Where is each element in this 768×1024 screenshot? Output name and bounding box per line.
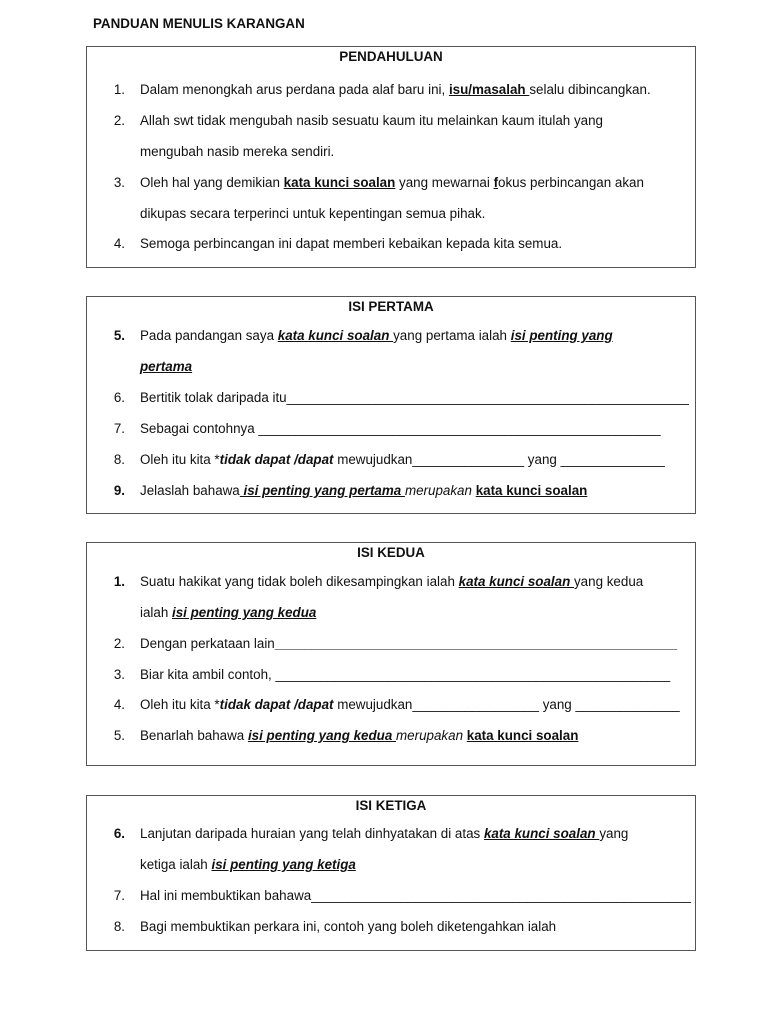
item-text: Sebagai contohnya ______________________________________________________	[140, 421, 661, 436]
item-number: 3.	[113, 667, 125, 682]
item-text: Allah swt tidak mengubah nasib sesuatu kaum itu melainkan kaum itulah yang	[140, 113, 603, 128]
section-heading: PENDAHULUAN	[339, 49, 443, 64]
item-text: Dalam menongkah arus perdana pada alaf baru ini, isu/masalah selalu dibincangkan.	[140, 82, 651, 97]
item-text: Hal ini membuktikan bahawa___________________________________________________	[140, 888, 691, 903]
item-number: 5.	[113, 728, 125, 743]
section-pendahuluan	[86, 46, 696, 268]
item-text: Benarlah bahawa isi penting yang kedua merupakan kata kunci soalan	[140, 728, 579, 743]
item-text: Lanjutan daripada huraian yang telah dinhyatakan di atas kata kunci soalan yang	[140, 826, 629, 841]
item-number: 6.	[113, 390, 125, 405]
item-number: 6.	[113, 826, 125, 841]
item-text: Bagi membuktikan perkara ini, contoh yang boleh diketengahkan ialah	[140, 919, 557, 934]
section-isi-kedua	[86, 542, 696, 766]
item-text: Suatu hakikat yang tidak boleh dikesampingkan ialah kata kunci soalan yang kedua	[140, 574, 644, 589]
item-text: mengubah nasib mereka sendiri.	[140, 144, 335, 159]
item-text: Biar kita ambil contoh, _____________________________________________________	[140, 667, 671, 682]
item-number: 8.	[113, 452, 125, 467]
section-heading: ISI KEDUA	[357, 545, 425, 560]
item-text: Bertitik tolak daripada itu______________________________________________________	[140, 390, 689, 405]
item-text: Oleh itu kita *tidak dapat /dapat mewujudkan_______________ yang ______________	[140, 452, 665, 467]
item-text: Semoga perbincangan ini dapat memberi kebaikan kepada kita semua.	[140, 236, 563, 251]
item-text: Jelaslah bahawa isi penting yang pertama merupakan kata kunci soalan	[140, 483, 588, 498]
section-heading: ISI PERTAMA	[348, 299, 434, 314]
item-number: 4.	[113, 697, 125, 712]
section-isi-ketiga	[86, 795, 696, 951]
section-isi-pertama	[86, 296, 696, 514]
item-number: 5.	[113, 328, 125, 343]
item-text: ketiga ialah isi penting yang ketiga	[140, 857, 356, 872]
item-text: pertama	[140, 359, 193, 374]
item-number: 2.	[113, 636, 125, 651]
item-number: 1.	[113, 574, 125, 589]
document-title: PANDUAN MENULIS KARANGAN	[93, 16, 305, 31]
item-number: 9.	[113, 483, 125, 498]
section-heading: ISI KETIGA	[355, 798, 427, 813]
item-text: Oleh hal yang demikian kata kunci soalan yang mewarnai fokus perbincangan akan	[140, 175, 644, 190]
item-number: 7.	[113, 421, 125, 436]
item-number: 4.	[113, 236, 125, 251]
item-text: ialah isi penting yang kedua	[140, 605, 317, 620]
item-text: Dengan perkataan lain______________________________________________________	[140, 636, 677, 651]
item-number: 2.	[113, 113, 125, 128]
item-number: 7.	[113, 888, 125, 903]
item-number: 8.	[113, 919, 125, 934]
item-number: 3.	[113, 175, 125, 190]
item-text: dikupas secara terperinci untuk kepentingan semua pihak.	[140, 206, 486, 221]
item-text: Oleh itu kita *tidak dapat /dapat mewujudkan_________________ yang ______________	[140, 697, 680, 712]
item-text: Pada pandangan saya kata kunci soalan yang pertama ialah isi penting yang	[140, 328, 613, 343]
item-number: 1.	[113, 82, 125, 97]
